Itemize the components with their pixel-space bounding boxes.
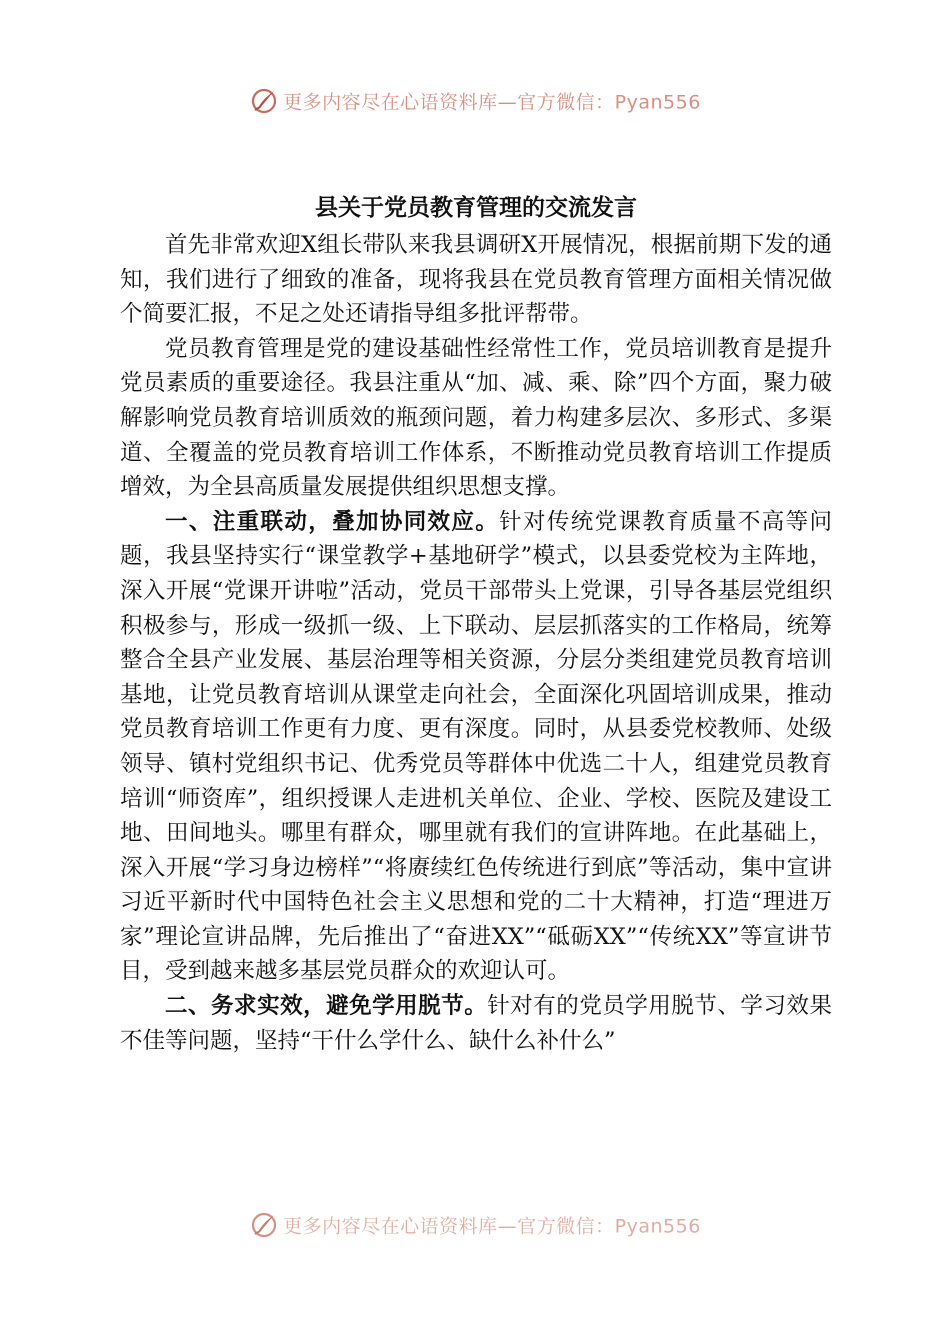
section-two-heading: 二、务求实效，避免学用脱节。 <box>165 993 488 1020</box>
document-body <box>120 188 832 1058</box>
watermark-footer <box>0 1210 950 1240</box>
paragraph-intro: 首先非常欢迎X组长带队来我县调研X开展情况，根据前期下发的通知，我们进行了细致的准备，现将我县在党员教育管理方面相关情况做个简要汇报，不足之处还请指导组多批评帮带。 <box>120 232 832 328</box>
watermark-text: 更多内容尽在心语资料库—官方微信：Pyan556 <box>283 1215 701 1238</box>
quill-logo-icon <box>249 86 279 116</box>
quill-logo-icon <box>249 1210 279 1240</box>
paragraph-section-one: 一、注重联动，叠加协同效应。针对传统党课教育质量不高等问题，我县坚持实行“课堂教学+基地研学”模式，以县委党校为主阵地，深入开展“党课开讲啦”活动，党员干部带头上党课，引导各基层党组织积极参与，形成一级抓一级、上下联动、层层抓落实的工作格局，统筹整合全县产业发展、基层治理等相关资源，分层分类组建党员教育培训基地，让党员教育培训从课堂走向社会，全面深化巩固培训成果，推动党员教育培训工作更有力度、更有深度。同时，从县委党校教师、处级领导、镇村党组织书记、优秀党员等群体中优选二十人，组建党员教育培训“师资库”，组织授课人走进机关单位、企业、学校、医院及建设工地、田间地头。哪里有群众，哪里就有我们的宣讲阵地。在此基础上，深入开展“学习身边榜样”“将赓续红色传统进行到底”等活动，集中宣讲习近平新时代中国特色社会主义思想和党的二十大精神，打造“理进万家”理论宣讲品牌，先后推出了“奋进XX”“砥砺XX”“传统XX”等宣讲节目，受到越来越多基层党员群众的欢迎认可。 <box>120 508 832 985</box>
section-one-heading: 一、注重联动，叠加协同效应。 <box>165 508 500 535</box>
document-title: 县关于党员教育管理的交流发言 <box>315 194 637 221</box>
watermark-header <box>0 86 950 116</box>
paragraph-section-two: 二、务求实效，避免学用脱节。针对有的党员学用脱节、学习效果不佳等问题，坚持“干什么学什么、缺什么补什么” <box>120 993 832 1054</box>
paragraph-overview: 党员教育管理是党的建设基础性经常性工作，党员培训教育是提升党员素质的重要途径。我县注重从“加、减、乘、除”四个方面，聚力破解影响党员教育培训质效的瓶颈问题，着力构建多层次、多形式、多渠道、全覆盖的党员教育培训工作体系，不断推动党员教育培训工作提质增效，为全县高质量发展提供组织思想支撑。 <box>120 335 832 501</box>
watermark-text: 更多内容尽在心语资料库—官方微信：Pyan556 <box>283 91 701 114</box>
